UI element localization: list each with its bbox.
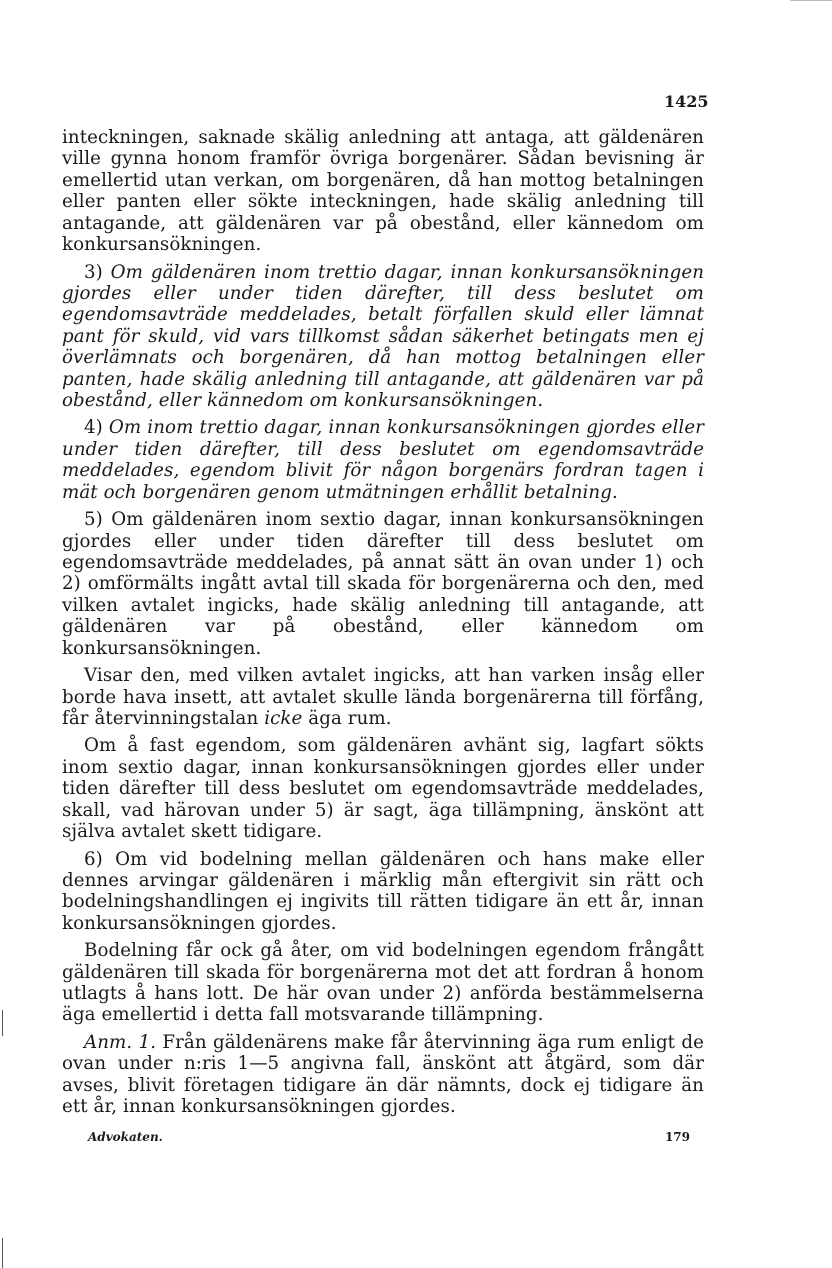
paragraph: Om å fast egendom, som gäldenären avhänt sig, lagfart sökts inom sextio dagar, innan konkursansökningen gjordes eller under tiden därefter till dess beslutet om egendomsavträde meddelades, skall, vad härovan under 5) är sagt, äga tillämpning, änskönt att själva avtalet skett tidigare. [62, 735, 704, 843]
footer-signature-number: 179 [664, 1130, 690, 1144]
paragraph: 6) Om vid bodelning mellan gäldenären och hans make eller dennes arvingar gäldenären i märklig mån eftergivit sin rätt och bodelningshandlingen ej ingivits till rätten tidigare än ett år, innan konkursansökningen gjordes. [62, 848, 704, 934]
paragraph: Bodelning får ock gå åter, om vid bodelningen egendom frångått gäldenären till skada för borgenärerna mot det att fordran å honom utlagts å hans lott. De här ovan under 2) anförda bestämmelserna äga emellertid i detta fall motsvarande tillämpning. [62, 940, 704, 1026]
paragraph: inteckningen, saknade skälig anledning att antaga, att gäldenären ville gynna honom framför övriga borgenärer. Sådan bevisning är emellertid utan verkan, om borgenären, då han mottog betalningen eller panten eller sökte inteckningen, hade skälig anledning till antagande, att gäldenären var på obestånd, eller kännedom om konkursansökningen. [62, 127, 704, 256]
paragraph: 5) Om gäldenären inom sextio dagar, innan konkursansökningen gjordes eller under tiden därefter till dess beslutet om egendomsavträde meddelades, på annat sätt än ovan under 1) och 2) omförmälts ingått avtal till skada för borgenärerna och den, med vilken avtalet ingicks, hade skälig anledning till antagande, att gäldenären var på obestånd, eller kännedom om konkursansökningen. [62, 509, 704, 659]
page-number: 1425 [664, 92, 709, 111]
body-text [62, 127, 704, 1118]
scan-edge-mark [2, 1238, 3, 1268]
footer-publication: Advokaten. [88, 1130, 163, 1144]
paragraph: Anm. 1. Från gäldenärens make får återvinning äga rum enligt de ovan under n:ris 1—5 angivna fall, änskönt att åtgärd, som där avses, blivit företagen tidigare än där nämnts, dock ej tidigare än ett år, innan konkursansökningen gjordes. [62, 1031, 704, 1118]
scan-edge-line [790, 0, 832, 1]
paragraph: Visar den, med vilken avtalet ingicks, att han varken insåg eller borde hava insett, att avtalet skulle lända borgenärerna till förfång, får återvinningstalan icke äga rum. [62, 665, 704, 729]
scan-edge-mark [2, 1010, 3, 1036]
paragraph: 3) Om gäldenären inom trettio dagar, innan konkursansökningen gjordes eller under tiden därefter, till dess beslutet om egendomsavträde meddelades, betalt förfallen skuld eller lämnat pant för skuld, vid vars tillkomst sådan säkerhet betingats men ej överlämnats och borgenären, då han mottog betalningen eller panten, hade skälig anledning till antagande, att gäldenären var på obestånd, eller kännedom om konkursansökningen. [62, 261, 705, 412]
paragraph: 4) Om inom trettio dagar, innan konkursansökningen gjordes eller under tiden därefter, till dess beslutet om egendomsavträde meddelades, egendom blivit för någon borgenärs fordran tagen i mät och borgenären genom utmätningen erhållit betalning. [62, 417, 704, 503]
